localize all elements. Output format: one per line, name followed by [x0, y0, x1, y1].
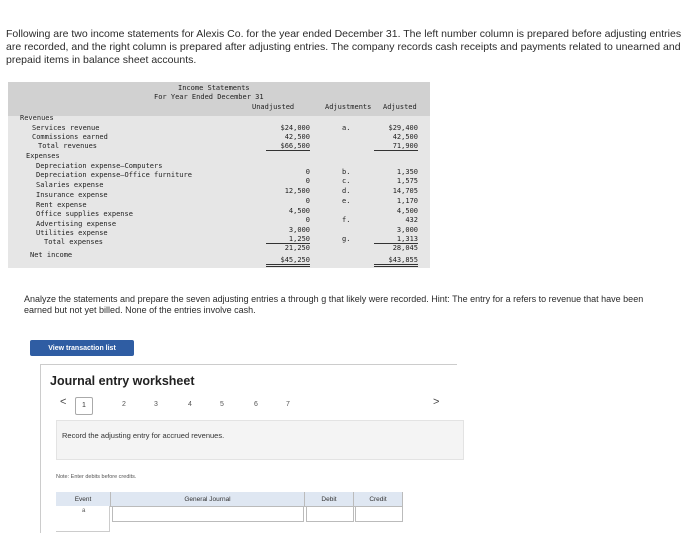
adjusted-value: $29,400: [388, 124, 418, 132]
adjusted-value: 1,350: [396, 168, 418, 176]
row-label: Depreciation expense—Computers: [36, 162, 163, 170]
adjusted-value: 14,705: [392, 187, 418, 195]
row-label: Net income: [30, 251, 73, 259]
adjusted-value: 71,900: [374, 142, 418, 151]
adjusted-value: 3,000: [396, 226, 418, 234]
page-tab-3[interactable]: 3: [154, 401, 158, 408]
adjusted-value: $43,855: [374, 256, 418, 267]
adj-letter: c.: [342, 177, 351, 185]
next-arrow-icon[interactable]: >: [433, 396, 440, 408]
unadj-value: 1,250: [266, 235, 310, 244]
debit-credit-note: Note: Enter debits before credits.: [56, 474, 137, 480]
col-event: Event: [56, 492, 111, 507]
unadj-value: $45,250: [266, 256, 310, 267]
adjusted-value: 1,170: [396, 197, 418, 205]
adj-letter: d.: [342, 187, 351, 195]
adjusted-value: 1,313: [374, 235, 418, 244]
col-debit: Debit: [305, 492, 354, 507]
row-label: Depreciation expense—Office furniture: [36, 171, 192, 179]
general-journal-select[interactable]: [112, 506, 304, 522]
adj-letter: f.: [342, 216, 351, 224]
worksheet-title: Journal entry worksheet: [50, 374, 195, 388]
statement-subtitle: For Year Ended December 31: [154, 93, 264, 101]
adjusted-value: 4,500: [396, 207, 418, 215]
record-instruction: Record the adjusting entry for accrued revenues.: [62, 431, 225, 440]
unadj-value: 21,250: [284, 244, 310, 252]
page-tab-1[interactable]: 1: [75, 397, 93, 415]
adjusted-value: 42,500: [392, 133, 418, 141]
adjusted-value: 28,045: [392, 244, 418, 252]
row-label: Rent expense: [36, 201, 87, 209]
adjusted-value: 432: [405, 216, 418, 224]
row-label: Salaries expense: [36, 181, 104, 189]
unadj-value: 0: [305, 177, 310, 185]
instruction-box: [56, 420, 464, 460]
row-label: Advertising expense: [36, 220, 117, 228]
col-general-journal: General Journal: [111, 492, 305, 507]
statement-title: Income Statements: [178, 84, 250, 92]
page-tab-4[interactable]: 4: [188, 401, 192, 408]
unadj-value: 12,500: [284, 187, 310, 195]
col-credit: Credit: [354, 492, 403, 507]
unadj-value: 0: [305, 197, 310, 205]
unadj-value: $24,000: [280, 124, 310, 132]
adjusted-value: 1,575: [396, 177, 418, 185]
problem-intro: Following are two income statements for Alexis Co. for the year ended December 31. The left number column is prepared before adjusting entries are recorded, and the right column is prepared after adjusting entries. The company records cash receipts and payments related to unearned and prepaid items in balance sheet accounts.: [6, 28, 682, 66]
unadj-value: 0: [305, 216, 310, 224]
row-label: Office supplies expense: [36, 210, 133, 218]
unadj-value: $66,500: [266, 142, 310, 151]
page-tab-7[interactable]: 7: [286, 401, 290, 408]
page-tab-6[interactable]: 6: [254, 401, 258, 408]
instructions: Analyze the statements and prepare the seven adjusting entries a through g that likely were recorded. Hint: The entry for a refers to revenue that have been earned but not yet billed. None of the entries involve cash.: [24, 294, 644, 315]
adj-letter: a.: [342, 124, 351, 132]
view-transaction-list-button[interactable]: View transaction list: [30, 340, 134, 356]
expenses-header: Expenses: [26, 152, 60, 160]
unadj-value: 42,500: [284, 133, 310, 141]
page-tab-5[interactable]: 5: [220, 401, 224, 408]
unadj-value: 3,000: [288, 226, 310, 234]
row-label: Total revenues: [38, 142, 98, 150]
page-tab-2[interactable]: 2: [122, 401, 126, 408]
col-adjustments: Adjustments: [325, 103, 372, 111]
row-label: Insurance expense: [36, 191, 108, 199]
unadj-value: 4,500: [288, 207, 310, 215]
unadj-value: 0: [305, 168, 310, 176]
event-cell: a: [56, 506, 110, 532]
adj-letter: g.: [342, 235, 351, 243]
revenues-header: Revenues: [20, 114, 54, 122]
adj-letter: e.: [342, 197, 351, 205]
worksheet-pager: [52, 397, 444, 417]
col-adjusted: Adjusted: [383, 103, 417, 111]
debit-input[interactable]: [306, 506, 354, 522]
row-label: Commissions earned: [32, 133, 108, 141]
prev-arrow-icon[interactable]: <: [60, 396, 67, 408]
row-label: Total expenses: [44, 238, 104, 246]
row-label: Utilities expense: [36, 229, 108, 237]
row-label: Services revenue: [32, 124, 100, 132]
credit-input[interactable]: [355, 506, 403, 522]
col-unadjusted: Unadjusted: [252, 103, 295, 111]
income-statements-image: [8, 82, 430, 268]
adj-letter: b.: [342, 168, 351, 176]
